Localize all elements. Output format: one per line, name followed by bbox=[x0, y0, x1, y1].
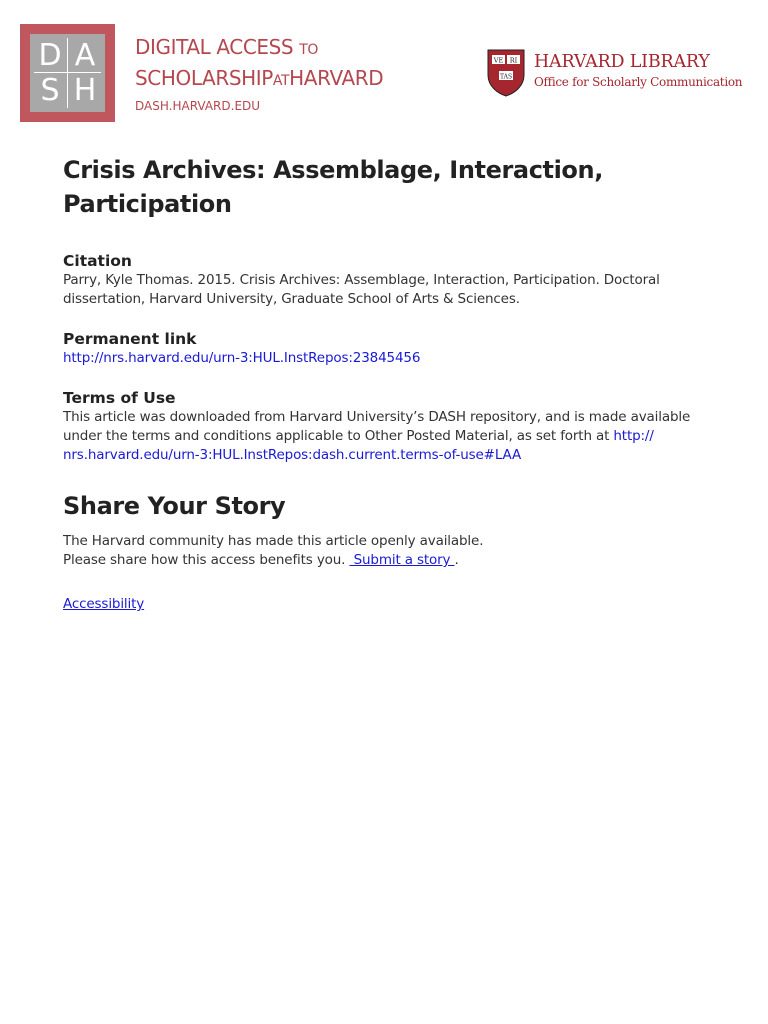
permanent-link-section bbox=[63, 329, 703, 368]
permanent-link-paragraph bbox=[63, 349, 703, 368]
submit-story-link[interactable]: Submit a story bbox=[349, 552, 455, 568]
shield-letters-ve: VE bbox=[493, 56, 504, 65]
dash-wordmark-line-2 bbox=[135, 64, 435, 95]
dash-wordmark-harvard: HARVARD bbox=[289, 66, 384, 90]
dash-logo-letter-a: A bbox=[74, 38, 96, 73]
cover-content bbox=[63, 153, 703, 614]
terms-of-use-heading: Terms of Use bbox=[63, 389, 176, 407]
dash-wordmark-scholarship: SCHOLARSHIP bbox=[135, 66, 273, 90]
dash-logo-letter-d: D bbox=[38, 38, 62, 73]
document-title bbox=[63, 153, 703, 221]
terms-link-part-2[interactable]: nrs.harvard.edu/urn-3:HUL.InstRepos:dash.current.terms-of-use#LAA bbox=[63, 447, 522, 463]
shield-letters-tas: TAS bbox=[499, 73, 513, 81]
citation-text-line-2: dissertation, Harvard University, Graduate School of Arts & Sciences. bbox=[63, 291, 520, 307]
permanent-link[interactable]: http://nrs.harvard.edu/urn-3:HUL.InstRepos:23845456 bbox=[63, 350, 421, 366]
dash-wordmark-to: TO bbox=[299, 42, 318, 58]
citation-heading: Citation bbox=[63, 252, 132, 270]
harvard-library-logo bbox=[487, 49, 757, 99]
citation-text-line-1: Parry, Kyle Thomas. 2015. Crisis Archives: Assemblage, Interaction, Participation. Doctoral bbox=[63, 272, 660, 288]
share-text-period: . bbox=[454, 552, 459, 568]
dash-wordmark-digital-access: DIGITAL ACCESS bbox=[135, 35, 294, 59]
citation-text bbox=[63, 271, 703, 309]
dash-wordmark-line-1 bbox=[135, 33, 435, 64]
document-title-line-1: Crisis Archives: Assemblage, Interaction, bbox=[63, 156, 603, 184]
share-your-story-heading: Share Your Story bbox=[63, 492, 286, 520]
terms-link-part-1[interactable]: http:// bbox=[613, 428, 654, 444]
harvard-library-subtitle: Office for Scholarly Communication bbox=[534, 75, 743, 89]
share-text-line-2: Please share how this access benefits you. bbox=[63, 552, 350, 568]
terms-text-line-1: This article was downloaded from Harvard University’s DASH repository, and is made available bbox=[63, 409, 691, 425]
document-title-line-2: Participation bbox=[63, 190, 232, 218]
shield-letters-ri: RI bbox=[509, 56, 518, 65]
accessibility-link[interactable]: Accessibility bbox=[63, 596, 145, 612]
share-text-line-1: The Harvard community has made this article openly available. bbox=[63, 533, 484, 549]
accessibility-paragraph bbox=[63, 595, 703, 614]
harvard-shield-icon bbox=[487, 49, 525, 97]
terms-of-use-text bbox=[63, 408, 703, 465]
terms-of-use-section bbox=[63, 388, 703, 465]
dash-logo bbox=[20, 24, 115, 122]
terms-text-line-2: under the terms and conditions applicable to Other Posted Material, as set forth at bbox=[63, 428, 614, 444]
dash-logo-tile bbox=[30, 34, 105, 112]
dash-url: DASH.HARVARD.EDU bbox=[135, 99, 261, 113]
harvard-library-title: HARVARD LIBRARY bbox=[534, 52, 710, 72]
dash-wordmark-at: AT bbox=[272, 73, 290, 89]
permanent-link-heading: Permanent link bbox=[63, 330, 197, 348]
dash-wordmark bbox=[135, 33, 435, 114]
dash-logo-divider-vertical bbox=[67, 38, 68, 108]
share-your-story-text bbox=[63, 532, 703, 570]
dash-logo-letter-s: S bbox=[40, 73, 60, 108]
citation-section bbox=[63, 251, 703, 309]
dash-logo-letter-h: H bbox=[73, 73, 97, 108]
